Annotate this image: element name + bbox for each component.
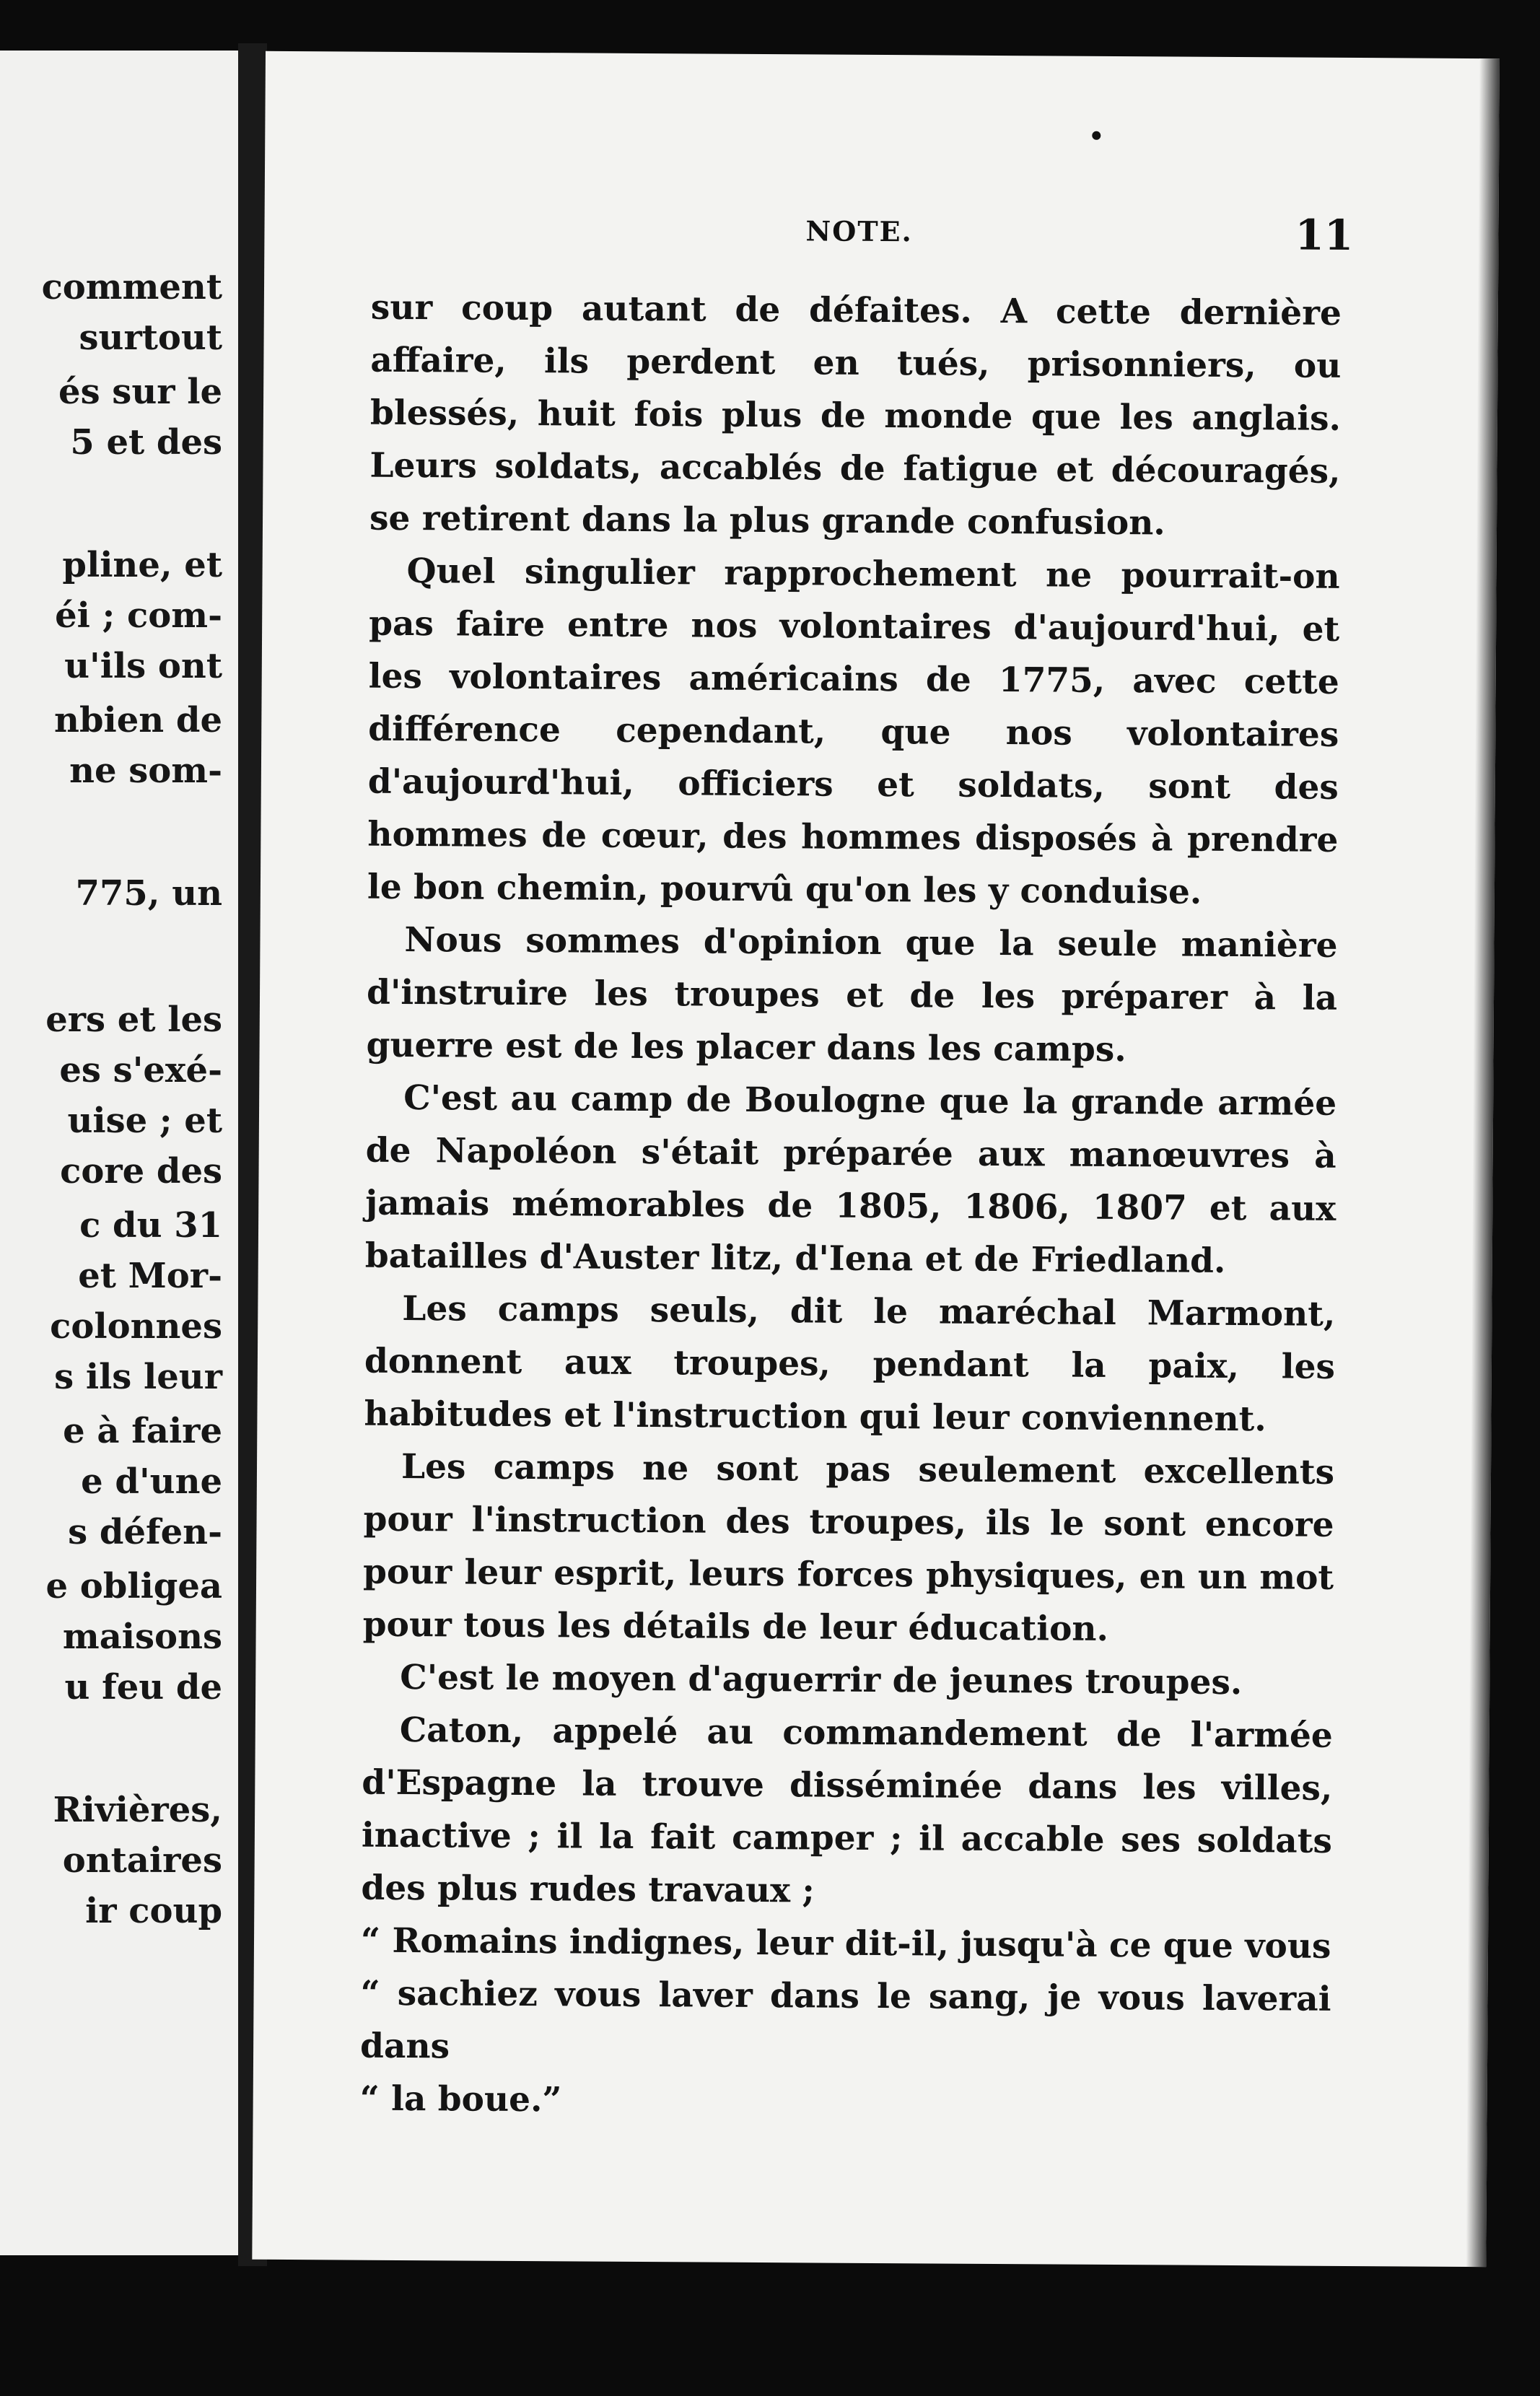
- previous-page-line: comment: [41, 267, 222, 307]
- previous-page-line: éi ; com-: [55, 595, 222, 636]
- previous-page-line: és sur le: [58, 372, 222, 412]
- paragraph: C'est le moyen d'aguerrir de jeunes troupes.: [400, 1657, 1243, 1703]
- previous-page-line: Rivières,: [53, 1790, 222, 1830]
- paragraph: Les camps ne sont pas seulement excellents pour l'instruction des troupes, ils le sont encore pour leur esprit, leurs forces physiques, en un mot pour tous les détails de leur éducation.: [362, 1446, 1335, 1649]
- previous-page-fragment: [0, 51, 238, 2255]
- paragraph: Les camps seuls, dit le maréchal Marmont, donnent aux troupes, pendant la paix, les habitudes et l'instruction qui leur conviennent.: [364, 1288, 1336, 1440]
- previous-page-line: pline, et: [62, 545, 222, 585]
- previous-page-line: et Mor-: [78, 1256, 222, 1296]
- paragraph: C'est au camp de Boulogne que la grande armée de Napoléon s'était préparée aux manœuvres à jamais mémorables de 1805, 1806, 1807 et aux batailles d'Auster litz, d'Iena et de Friedland.: [364, 1077, 1337, 1281]
- paragraph: Caton, appelé au commandement de l'armée d'Espagne la trouve disséminée dans les villes, inactive ; il la fait camper ; il accable ses soldats des plus rudes travaux ;: [361, 1710, 1333, 1911]
- previous-page-line: ir coup: [85, 1891, 222, 1931]
- page-number: 11: [1295, 210, 1354, 260]
- previous-page-line: uise ; et: [67, 1101, 222, 1141]
- previous-page-line: ontaires: [62, 1840, 222, 1881]
- previous-page-line: es s'exé-: [59, 1050, 222, 1090]
- previous-page-line: 775, un: [75, 873, 222, 914]
- previous-page-line: u feu de: [64, 1667, 222, 1708]
- paragraph: Quel singulier rapprochement ne pourrait-on pas faire entre nos volontaires d'aujourd'hui, et les volontaires américains de 1775, avec cette différence cependant, que nos volontaires d'aujourd'hui, officiers et soldats, sont des hommes de cœur, des hommes disposés à prendre le bon chemin, pourvû qu'on les y conduise.: [367, 551, 1340, 912]
- previous-page-line: s ils leur: [54, 1357, 222, 1397]
- previous-page-line: core des: [60, 1151, 222, 1192]
- quote-line: “ Romains indignes, leur dit-il, jusqu'à ce que vous: [360, 1920, 1331, 1967]
- ink-speck: [1092, 131, 1101, 140]
- previous-page-line: ers et les: [45, 1000, 222, 1040]
- book-page: [252, 51, 1500, 2267]
- previous-page-line: s défen-: [68, 1512, 222, 1552]
- previous-page-line: surtout: [79, 318, 222, 358]
- paragraph: sur coup autant de défaites. A cette dernière affaire, ils perdent en tués, prisonniers, ou blessés, huit fois plus de monde que les anglais. Leurs soldats, accablés de fatigue et découragés, se retirent dans la plus grande confusion.: [369, 287, 1342, 543]
- previous-page-line: maisons: [62, 1617, 222, 1657]
- previous-page-line: c du 31: [79, 1205, 222, 1246]
- previous-page-line: e obligea: [45, 1566, 222, 1606]
- page-body: [359, 281, 1342, 2131]
- previous-page-line: ne som-: [69, 751, 222, 791]
- page-header: [264, 204, 1498, 262]
- previous-page-line: e à faire: [63, 1411, 222, 1451]
- paragraph: Nous sommes d'opinion que la seule manière d'instruire les troupes et de les préparer à la guerre est de les placer dans les camps.: [366, 919, 1338, 1070]
- quote-line: “ sachiez vous laver dans le sang, je vous laverai dans: [359, 1973, 1331, 2067]
- previous-page-line: u'ils ont: [64, 646, 222, 686]
- previous-page-line: nbien de: [54, 700, 222, 740]
- page-edge-shadow: [1466, 58, 1500, 2267]
- previous-page-line: colonnes: [50, 1306, 222, 1347]
- running-head: NOTE.: [805, 214, 913, 248]
- quote-line: “ la boue.”: [359, 2078, 562, 2120]
- previous-page-line: 5 et des: [70, 422, 222, 463]
- previous-page-line: e d'une: [81, 1461, 222, 1502]
